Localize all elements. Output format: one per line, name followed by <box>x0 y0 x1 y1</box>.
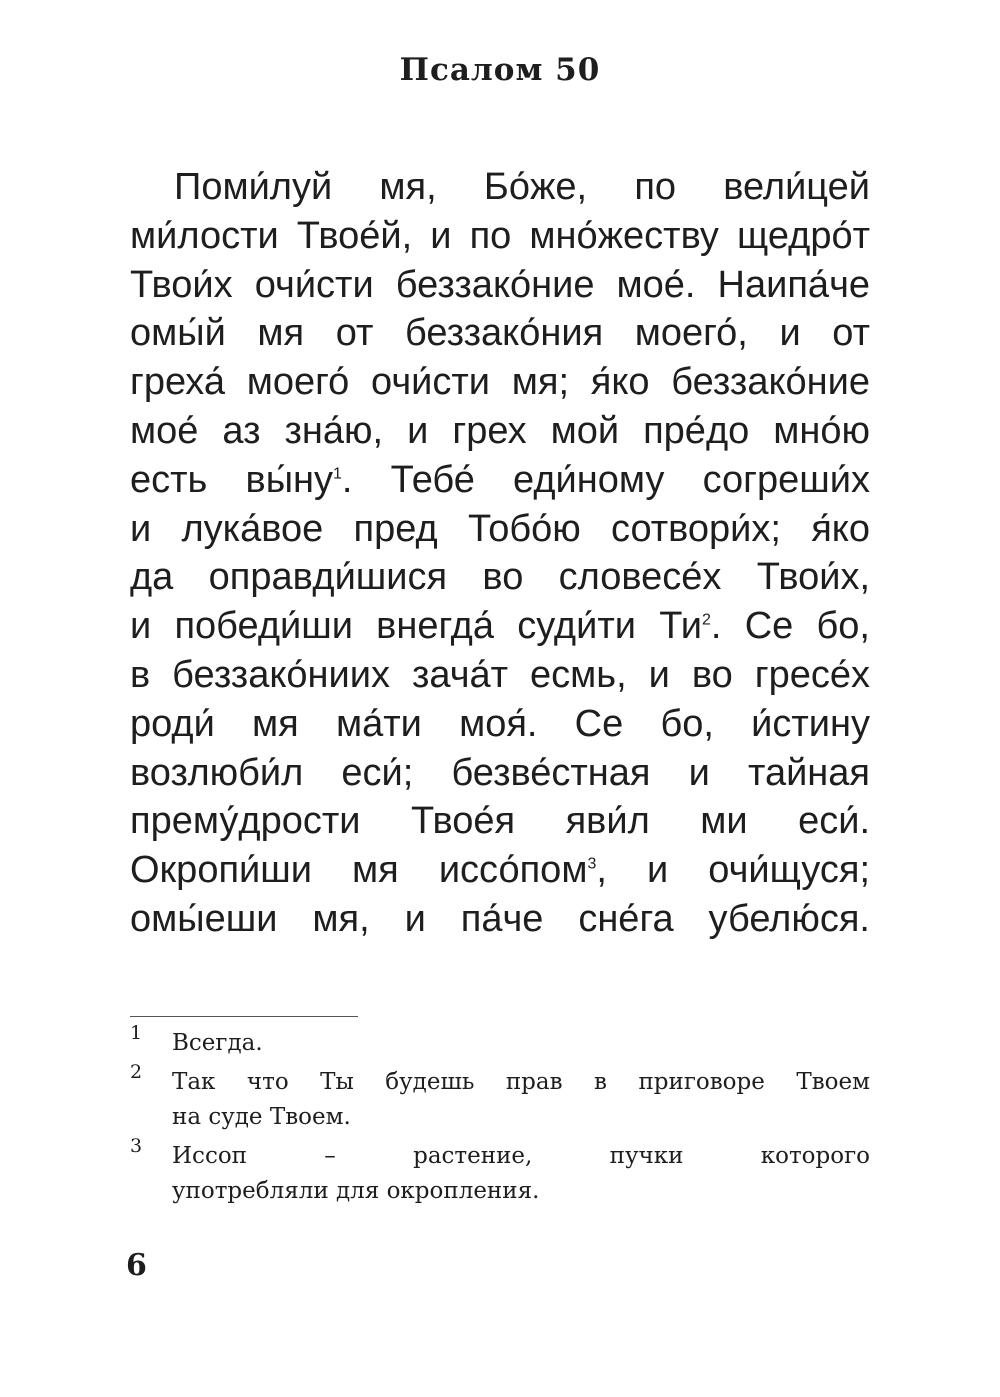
footnote-1 <box>130 1022 870 1061</box>
footnote-ref-2[interactable]: 2 <box>701 611 711 629</box>
footnote-text: Всегда. <box>172 1030 263 1056</box>
psalm-line: да оправди́шися во словесе́х Твои́х, <box>130 556 870 599</box>
psalm-segment: есть вы́ну <box>130 458 333 501</box>
psalm-line: прему́дрости Твое́я яви́л ми еси́. <box>130 800 870 843</box>
footnote-text: Иссоп – растение, пучки которого <box>172 1143 870 1169</box>
footnote-divider <box>130 1016 358 1017</box>
psalm-line: греха́ моего́ очи́сти мя; я́ко беззако́ние <box>130 361 870 404</box>
footnotes <box>130 1022 870 1213</box>
footnote-text: употребляли для окропления. <box>172 1178 540 1204</box>
footnote-ref-3[interactable]: 3 <box>587 855 597 873</box>
psalm-segment: и победи́ши внегда́ суди́ти Ти <box>130 605 702 648</box>
psalm-line: омы́й мя от беззако́ния моего́, и от <box>130 312 870 355</box>
psalm-segment: . Се бо, <box>710 605 870 648</box>
psalm-segment: . Тебе́ еди́ному согреши́х <box>341 458 870 501</box>
footnote-text: Так что Ты будешь прав в приговоре Твоем <box>172 1069 870 1095</box>
psalm-line: и лука́вое пред Тобо́ю сотвори́х; я́ко <box>130 507 870 550</box>
psalm-segment: Окропи́ши мя иссо́пом <box>130 849 588 892</box>
psalm-line: мое́ аз зна́ю, и грех мой пре́до мно́ю <box>130 409 870 452</box>
psalm-line: омы́еши мя, и па́че сне́га убелю́ся. <box>130 897 870 940</box>
footnote-number: 3 <box>130 1135 143 1157</box>
page-number: 6 <box>126 1248 147 1283</box>
psalm-line: ми́лости Твое́й, и по мно́жеству щедро́т <box>130 214 870 257</box>
psalm-line: роди́ мя ма́ти моя́. Се бо, и́стину <box>130 702 870 745</box>
page-title: Псалом 50 <box>399 52 601 88</box>
psalm-text <box>130 163 870 944</box>
footnote-3 <box>130 1135 870 1209</box>
psalm-line: Поми́луй мя, Бо́же, по вели́цей <box>174 166 870 208</box>
psalm-line <box>130 846 870 895</box>
psalm-line <box>130 456 870 505</box>
psalm-line: в беззако́ниих зача́т есмь, и во гресе́х <box>130 653 870 696</box>
footnote-number: 1 <box>130 1022 143 1044</box>
psalm-line: возлюби́л еси́; безве́стная и тайная <box>130 751 870 794</box>
psalm-line: Твои́х очи́сти беззако́ние мое́. Наипа́че <box>130 263 870 306</box>
footnote-2 <box>130 1061 870 1135</box>
footnote-number: 2 <box>130 1061 143 1083</box>
psalm-segment: , и очи́щуся; <box>596 849 870 892</box>
footnote-text: на суде Твоем. <box>172 1104 351 1130</box>
psalm-line <box>130 602 870 651</box>
footnote-ref-1[interactable]: 1 <box>333 465 342 483</box>
